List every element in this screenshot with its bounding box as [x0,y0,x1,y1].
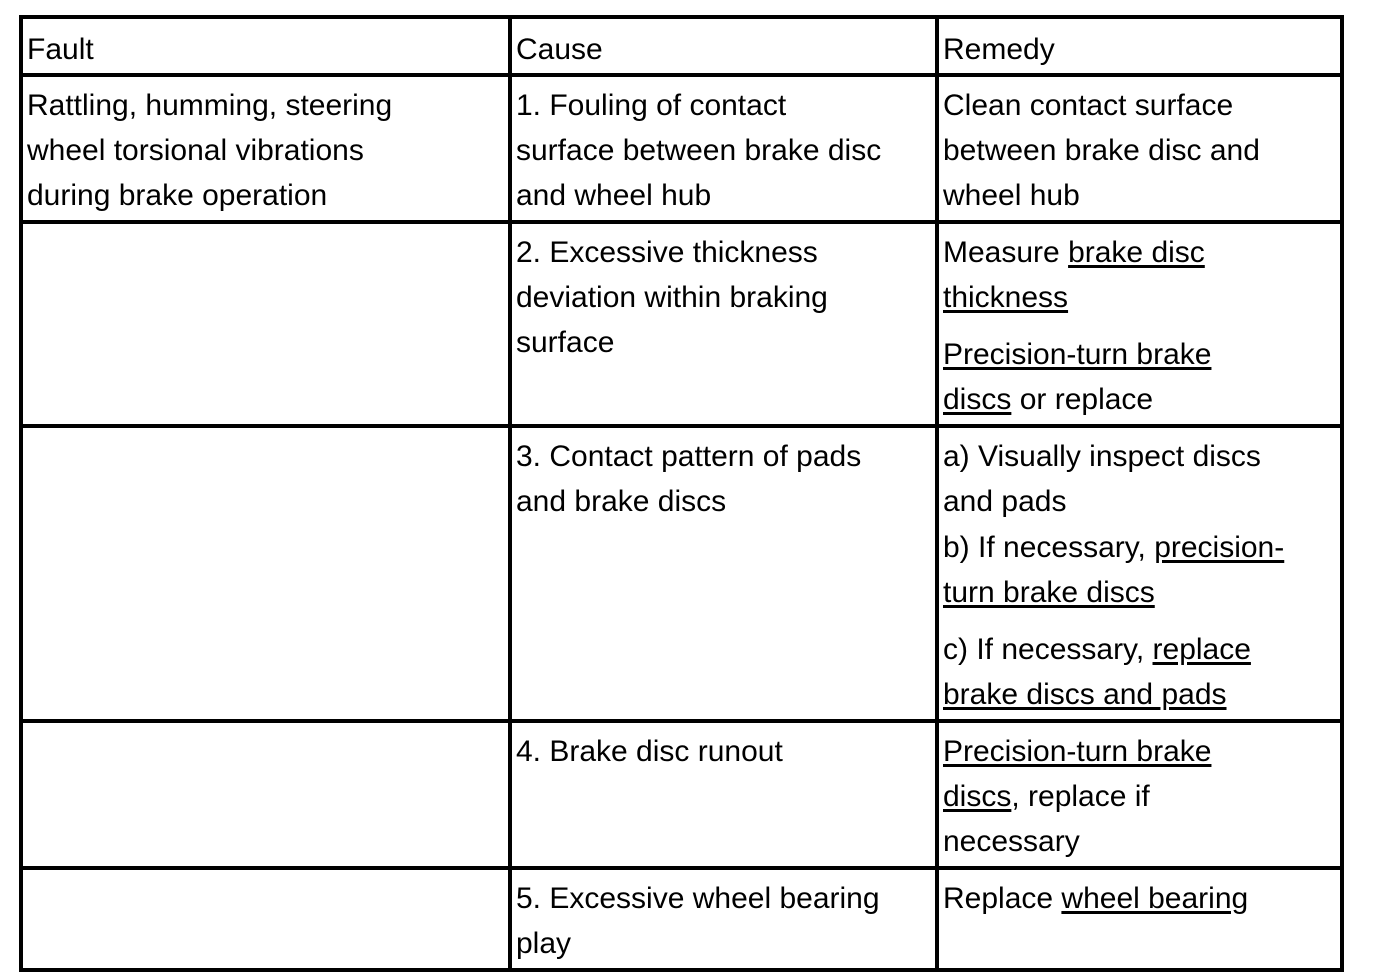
fault-table [19,15,1344,972]
header-remedy: Remedy [937,17,1342,75]
cause-text-line: surface [516,326,615,359]
remedy-text-line [943,332,1334,377]
remedy-text-line: wheel hub [943,179,1080,212]
replace-brake-discs-pads-link[interactable]: brake discs and pads [943,678,1227,711]
remedy-suffix: , replace if [1011,780,1150,813]
wheel-bearing-link[interactable]: wheel bearing [1061,882,1249,915]
remedy-text-line [943,570,1334,615]
precision-turn-brake-discs-link[interactable]: Precision-turn brake [943,338,1212,371]
remedy-text-line [943,275,1334,320]
remedy-text-line: between brake disc and [943,134,1260,167]
remedy-prefix: Measure [943,236,1069,269]
table-row [21,868,1342,970]
table-row [21,222,1342,426]
remedy-text-line [943,230,1334,275]
header-cause: Cause [510,17,937,75]
remedy-text-line: a) Visually inspect discs [943,440,1261,473]
cause-text-line: 1. Fouling of contact [516,89,787,122]
remedy-text-line [943,876,1334,921]
cause-text-line: play [516,927,572,960]
remedy-cell [937,75,1342,222]
header-row [21,17,1342,75]
cause-text-line: deviation within braking [516,281,828,314]
cause-cell [510,868,937,970]
remedy-prefix: c) If necessary, [943,633,1153,666]
fault-text-line: during brake operation [27,179,328,212]
remedy-cell [937,868,1342,970]
fault-cell [21,868,510,970]
cause-text-line: 5. Excessive wheel bearing [516,882,880,915]
remedy-text-line [943,774,1334,819]
cause-cell [510,75,937,222]
cause-text-line: 4. Brake disc runout [516,735,783,768]
brake-disc-thickness-link[interactable]: brake disc [1068,236,1205,269]
remedy-prefix: b) If necessary, [943,531,1155,564]
fault-cell [21,222,510,426]
cause-text-line: and wheel hub [516,179,712,212]
fault-text-line: wheel torsional vibrations [27,134,364,167]
precision-turn-brake-discs-link[interactable]: discs [943,383,1012,416]
remedy-cell [937,222,1342,426]
replace-brake-discs-pads-link[interactable]: replace [1152,633,1251,666]
cause-text-line: 3. Contact pattern of pads [516,440,862,473]
remedy-text-line [943,672,1334,717]
remedy-text-line [943,627,1334,672]
remedy-cell [937,721,1342,868]
precision-turn-brake-discs-link[interactable]: Precision-turn brake [943,735,1212,768]
remedy-text-line [943,729,1334,774]
table-row [21,721,1342,868]
table-row [21,426,1342,721]
precision-turn-brake-discs-link[interactable]: turn brake discs [943,576,1155,609]
fault-text-line: Rattling, humming, steering [27,89,393,122]
fault-cell [21,75,510,222]
cause-cell [510,426,937,721]
table-row [21,75,1342,222]
header-fault: Fault [21,17,510,75]
remedy-text-line: necessary [943,825,1080,858]
precision-turn-brake-discs-link[interactable]: discs [943,780,1012,813]
fault-cell [21,426,510,721]
precision-turn-brake-discs-link[interactable]: precision- [1154,531,1285,564]
remedy-prefix: Replace [943,882,1062,915]
cause-text-line: and brake discs [516,485,727,518]
remedy-text-line: and pads [943,485,1067,518]
remedy-suffix: or replace [1011,383,1154,416]
fault-cell [21,721,510,868]
cause-cell [510,721,937,868]
cause-text-line: surface between brake disc [516,134,882,167]
cause-cell [510,222,937,426]
remedy-text-line: Clean contact surface [943,89,1234,122]
remedy-cell [937,426,1342,721]
brake-disc-thickness-link[interactable]: thickness [943,281,1069,314]
remedy-text-line [943,525,1334,570]
cause-text-line: 2. Excessive thickness [516,236,818,269]
remedy-text-line [943,377,1334,422]
